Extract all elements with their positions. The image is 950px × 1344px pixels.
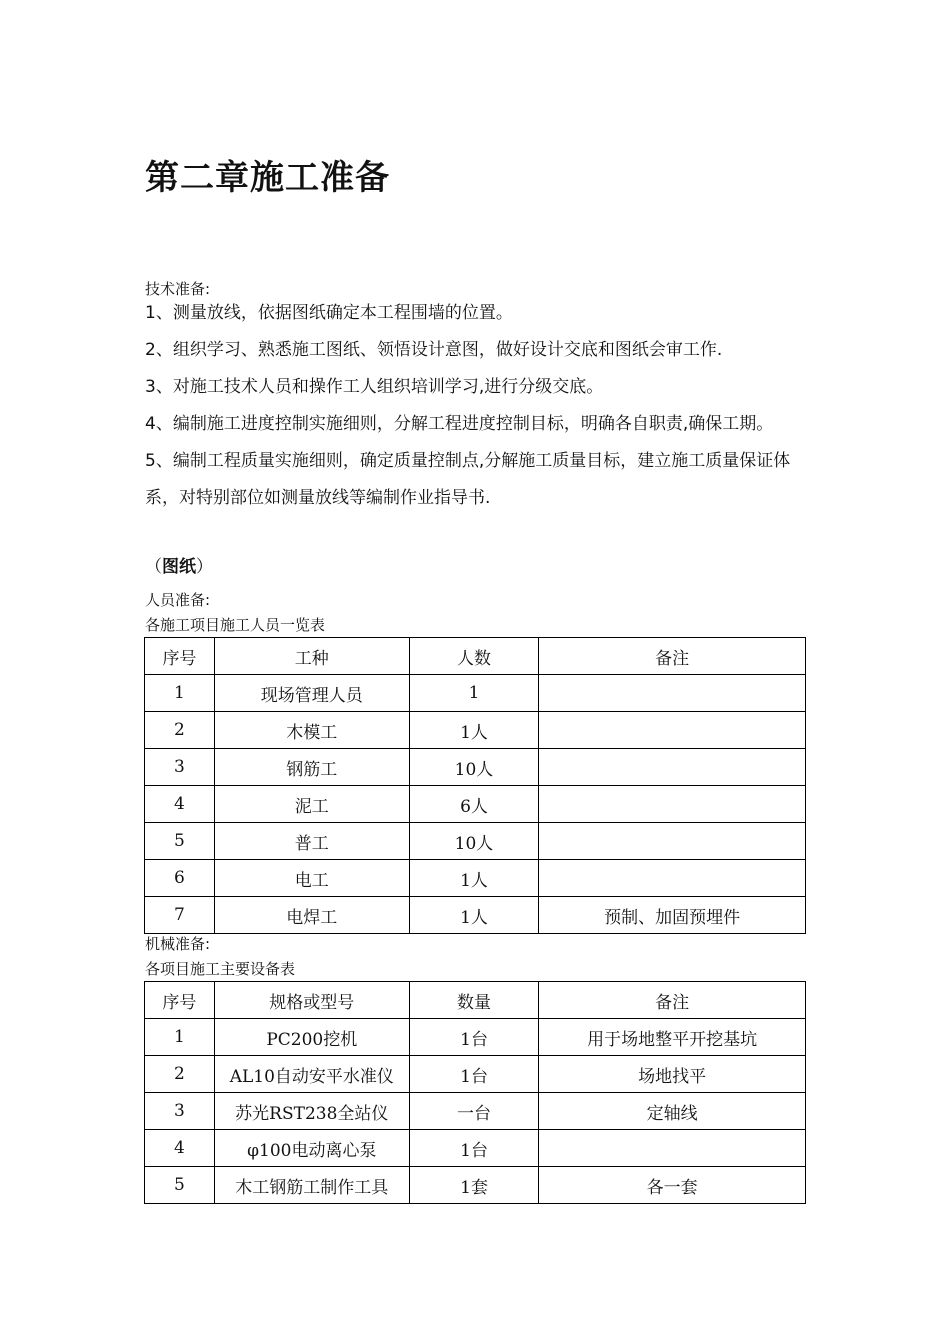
header-cell: 数量 — [409, 982, 539, 1019]
table-row — [145, 897, 806, 934]
table-cell: 10人 — [409, 823, 539, 860]
header-cell: 序号 — [145, 638, 215, 675]
table-cell — [539, 712, 806, 749]
header-cell: 序号 — [145, 982, 215, 1019]
machinery-heading: 机械准备: — [145, 935, 211, 953]
table-cell: 3 — [145, 749, 215, 786]
table-cell: 苏光RST238全站仪 — [214, 1093, 409, 1130]
table-cell: 场地找平 — [539, 1056, 806, 1093]
table-cell: φ100电动离心泵 — [214, 1130, 409, 1167]
header-cell: 备注 — [539, 982, 806, 1019]
header-cell: 人数 — [409, 638, 539, 675]
table-cell: 用于场地整平开挖基坑 — [539, 1019, 806, 1056]
header-cell: 备注 — [539, 638, 806, 675]
table-cell: 5 — [145, 823, 215, 860]
table-row — [145, 675, 806, 712]
table-cell: 1套 — [409, 1167, 539, 1204]
table-cell: 4 — [145, 786, 215, 823]
tech-item: 2、组织学习、熟悉施工图纸、领悟设计意图，做好设计交底和图纸会审工作. — [145, 340, 723, 360]
table-cell — [539, 675, 806, 712]
table-cell: PC200挖机 — [214, 1019, 409, 1056]
drawings-open: （ — [145, 557, 162, 577]
tech-heading: 技术准备: — [145, 280, 211, 298]
table-cell — [539, 749, 806, 786]
table-row — [145, 860, 806, 897]
table-row — [145, 1167, 806, 1204]
table-header-row — [145, 638, 806, 675]
table-cell: 预制、加固预埋件 — [539, 897, 806, 934]
table-cell: 2 — [145, 1056, 215, 1093]
table-cell: 7 — [145, 897, 215, 934]
table-cell: 2 — [145, 712, 215, 749]
drawings-note — [145, 552, 213, 577]
personnel-caption: 各施工项目施工人员一览表 — [145, 616, 326, 634]
table-row — [145, 786, 806, 823]
table-cell: 定轴线 — [539, 1093, 806, 1130]
table-cell: 1 — [409, 675, 539, 712]
table-cell: 1人 — [409, 860, 539, 897]
table-cell: 1台 — [409, 1130, 539, 1167]
table-row — [145, 1130, 806, 1167]
personnel-table — [144, 637, 806, 934]
table-cell: 木模工 — [214, 712, 409, 749]
table-cell: 1人 — [409, 712, 539, 749]
table-cell: 10人 — [409, 749, 539, 786]
table-cell: 现场管理人员 — [214, 675, 409, 712]
table-row — [145, 1056, 806, 1093]
table-cell: 木工钢筋工制作工具 — [214, 1167, 409, 1204]
table-row — [145, 1093, 806, 1130]
table-row — [145, 823, 806, 860]
tech-item: 1、测量放线，依据图纸确定本工程围墙的位置。 — [145, 303, 513, 323]
table-cell: 4 — [145, 1130, 215, 1167]
table-row — [145, 712, 806, 749]
tech-items — [145, 295, 805, 517]
tech-item: 5、编制工程质量实施细则，确定质量控制点,分解施工质量目标，建立施工质量保证体系，对特别部位如测量放线等编制作业指导书. — [145, 451, 791, 508]
machinery-caption: 各项目施工主要设备表 — [145, 960, 296, 978]
table-cell: 3 — [145, 1093, 215, 1130]
table-cell: 1 — [145, 675, 215, 712]
table-cell: 电工 — [214, 860, 409, 897]
header-cell: 工种 — [214, 638, 409, 675]
chapter-title: 第二章施工准备 — [145, 158, 390, 198]
machinery-table — [144, 981, 806, 1204]
tech-item: 4、编制施工进度控制实施细则，分解工程进度控制目标，明确各自职责,确保工期。 — [145, 414, 774, 434]
drawings-close: ） — [196, 557, 213, 577]
table-cell: 6 — [145, 860, 215, 897]
table-cell — [539, 1130, 806, 1167]
personnel-heading: 人员准备: — [145, 591, 211, 609]
table-cell — [539, 860, 806, 897]
table-cell: AL10自动安平水准仪 — [214, 1056, 409, 1093]
table-cell: 5 — [145, 1167, 215, 1204]
table-cell: 普工 — [214, 823, 409, 860]
drawings-text: 图纸 — [162, 557, 196, 577]
table-row — [145, 749, 806, 786]
table-cell: 泥工 — [214, 786, 409, 823]
tech-item: 3、对施工技术人员和操作工人组织培训学习,进行分级交底。 — [145, 377, 604, 397]
table-cell: 1台 — [409, 1056, 539, 1093]
table-cell: 电焊工 — [214, 897, 409, 934]
table-cell: 6人 — [409, 786, 539, 823]
table-cell — [539, 823, 806, 860]
header-cell: 规格或型号 — [214, 982, 409, 1019]
table-cell: 1 — [145, 1019, 215, 1056]
table-cell: 各一套 — [539, 1167, 806, 1204]
table-cell: 1台 — [409, 1019, 539, 1056]
table-row — [145, 1019, 806, 1056]
table-cell — [539, 786, 806, 823]
table-header-row — [145, 982, 806, 1019]
table-cell: 钢筋工 — [214, 749, 409, 786]
table-cell: 一台 — [409, 1093, 539, 1130]
table-cell: 1人 — [409, 897, 539, 934]
